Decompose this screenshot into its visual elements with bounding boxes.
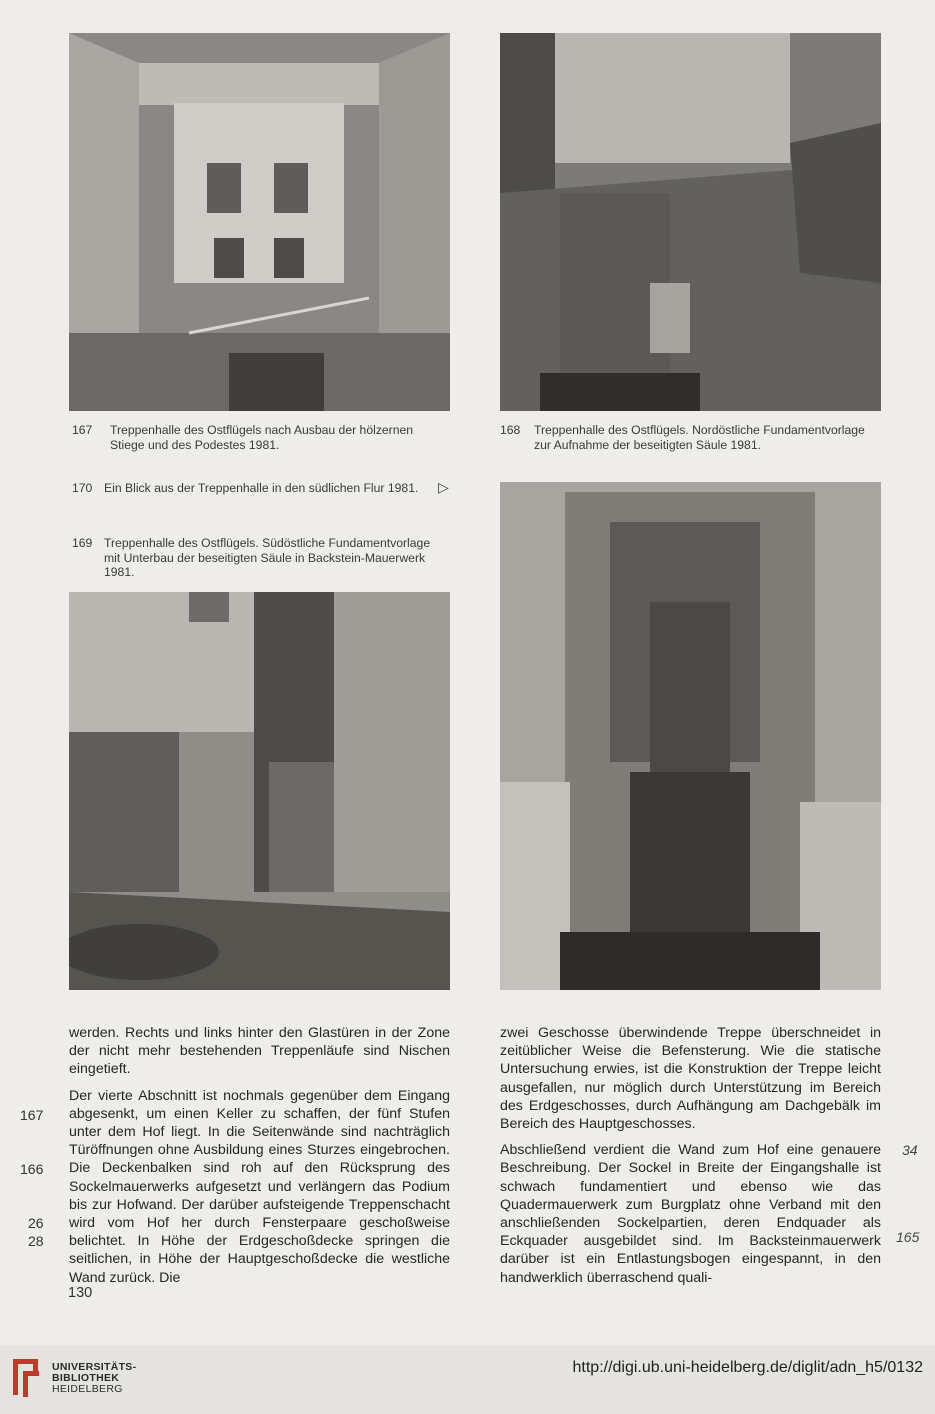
- caption-number: 167: [72, 423, 93, 437]
- photo-168: [500, 33, 881, 411]
- arrow-right-icon: ▷: [438, 479, 449, 495]
- caption-170: [72, 481, 462, 497]
- paragraph: zwei Geschosse überwindende Treppe überschneidet in zeitüblicher Weise die Befensterung. Wie die statische Untersuchung erwies, ist die Konstruktion der Treppe leicht ausgefallen, nur möglich durch Unterstützung im Bereich des Erdgeschosses, durch Aufhängung am Dachgebälk im Bereich des Hauptgeschosses.: [500, 1025, 881, 1133]
- caption-169: [72, 536, 462, 582]
- photo-170: [500, 482, 881, 990]
- caption-167: [72, 423, 472, 453]
- caption-text: Treppenhalle des Ostflügels. Nordöstliche Fundamentvorlage zur Aufnahme der beseitigten Säule 1981.: [534, 423, 865, 452]
- body-column-right: [500, 1024, 881, 1287]
- logo-line: BIBLIOTHEK: [52, 1372, 120, 1384]
- photo-169: [69, 592, 450, 990]
- body-column-left: [69, 1024, 450, 1287]
- paragraph: Abschließend verdient die Wand zum Hof eine genauere Beschreibung. Der Sockel in Breite der Eingangshalle ist schwach fundamentiert und ebenso wie das Quadermauerwerk zum Burgplatz ohne Verband mit den anschließenden Sockelpartien, deren Endquader als Eckquader ausgebildet sind. Im Backsteinmauerwerk darüber ist ein Entlastungsbogen eingespannt, in den handwerklich überraschend quali-: [500, 1142, 881, 1286]
- paragraph: werden. Rechts und links hinter den Glastüren in der Zone der nicht mehr bestehenden Treppenläufe sind Nischen eingetieft.: [69, 1025, 450, 1078]
- caption-text: Treppenhalle des Ostflügels nach Ausbau der hölzernen Stiege und des Podestes 1981.: [110, 423, 414, 452]
- margin-ref-167: 167: [20, 1107, 44, 1123]
- logo-line: HEIDELBERG: [52, 1383, 123, 1395]
- caption-text: Ein Blick aus der Treppenhalle in den südlichen Flur 1981.: [104, 481, 419, 495]
- photo-167: [69, 33, 450, 411]
- logo-line: UNIVERSITÄTS-: [52, 1361, 137, 1373]
- margin-ref-165: 165: [896, 1229, 920, 1245]
- library-logo-text: [52, 1362, 136, 1395]
- source-url[interactable]: http://digi.ub.uni-heidelberg.de/diglit/adn_h5/0132: [572, 1359, 923, 1376]
- caption-number: 170: [72, 481, 93, 495]
- caption-text: Treppenhalle des Ostflügels. Südöstliche Fundamentvorlage mit Unterbau der beseitigten Säule in Backstein-Mauerwerk 1981.: [104, 536, 431, 579]
- page-number: 130: [68, 1285, 93, 1301]
- margin-ref-34: 34: [902, 1142, 918, 1158]
- paragraph: Der vierte Abschnitt ist nochmals gegenüber dem Eingang abgesenkt, um einen Keller zu schaffen, der fünf Stufen unter dem Hof liegt. In die Seitenwände sind nachträglich Türöffnungen ohne Ausbildung eines Sturzes eingebrochen. Die Deckenbalken sind roh auf den Rücksprung des Sockelmauerwerks aufgesetzt und verlängern das Podium bis zur Hofwand. Der darüber aufsteigende Treppenschacht wird vom Hof her durch Fensterpaare geschoßweise belichtet. In Höhe der Erdgeschoßdecke springen die seitlichen, in Höhe der Hauptgeschoßdecke die westliche Wand zurück. Die: [69, 1087, 450, 1286]
- caption-number: 169: [72, 536, 93, 550]
- margin-ref-28: 28: [28, 1233, 44, 1249]
- caption-number: 168: [500, 423, 521, 437]
- margin-ref-166: 166: [20, 1161, 44, 1177]
- university-library-logo-icon: [11, 1357, 41, 1399]
- footer-bar: [0, 1346, 935, 1414]
- margin-ref-26: 26: [28, 1215, 44, 1231]
- caption-168: [500, 423, 900, 453]
